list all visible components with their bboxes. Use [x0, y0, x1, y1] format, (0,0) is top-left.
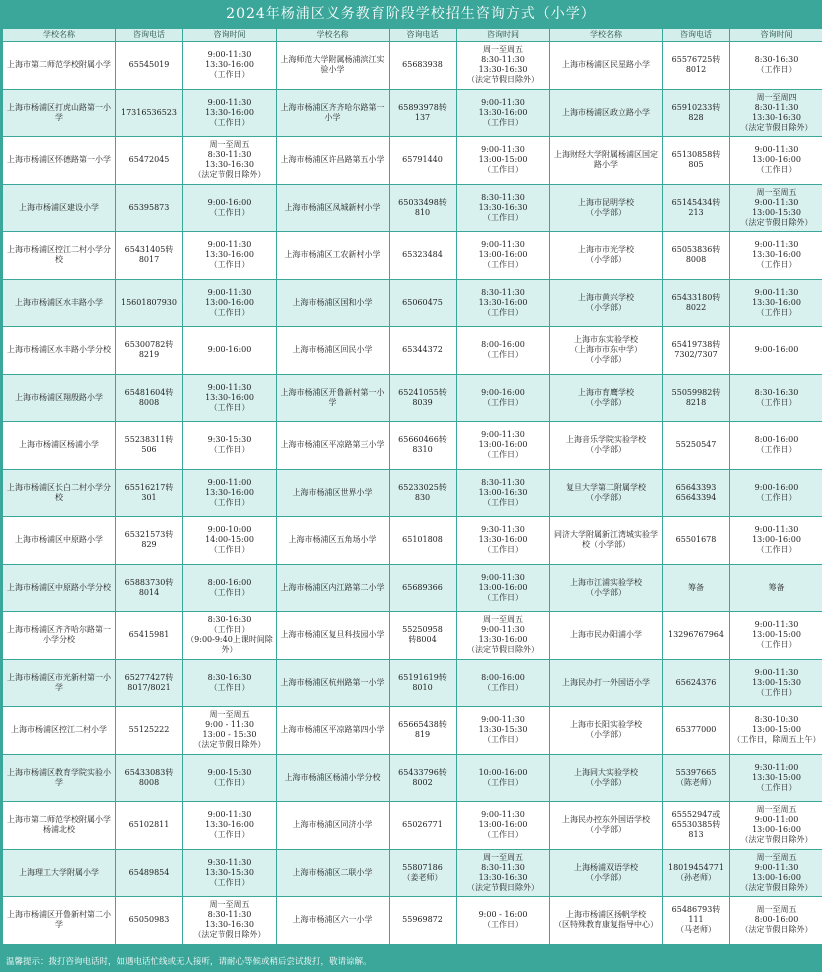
school-name-cell: 上海市杨浦区平凉路第三小学 — [276, 422, 389, 470]
header-phone: 咨询电话 — [389, 29, 456, 42]
time-cell: 9:00-11:30 13:00-16:00 （工作日） — [456, 232, 550, 280]
time-cell: 9:00-11:30 13:00-16:00 （工作日） — [456, 422, 550, 470]
header-phone: 咨询电话 — [116, 29, 183, 42]
phone-cell: 65516217转301 — [116, 469, 183, 517]
table-row — [550, 897, 822, 945]
table-row — [276, 279, 550, 327]
table-row — [276, 897, 550, 945]
table-row — [550, 232, 822, 280]
table-row — [276, 659, 550, 707]
table-body — [550, 42, 822, 945]
table-row — [3, 849, 277, 897]
phone-cell: 65545019 — [116, 42, 183, 90]
time-cell: 8:30-16:30 （工作日） — [183, 659, 277, 707]
time-cell: 9:00-11:30 13:30-16:00 （工作日） — [730, 279, 822, 327]
phone-cell: 65145434转213 — [663, 184, 730, 232]
table-column-2 — [276, 28, 547, 945]
time-cell: 9:30-15:30 （工作日） — [183, 422, 277, 470]
phone-cell: 55059982转8218 — [663, 374, 730, 422]
school-name-cell: 上海市杨浦区打虎山路第一小学 — [3, 89, 116, 137]
school-name-cell: 上海市杨浦区凤城新村小学 — [276, 184, 389, 232]
table-row — [276, 327, 550, 375]
school-table-2 — [276, 28, 551, 945]
phone-cell: 65893978转137 — [389, 89, 456, 137]
time-cell: 8:30-16:30 （工作日） — [730, 374, 822, 422]
time-cell: 周一至周五 9:00-11:30 13:30-16:00 （法定节假日除外） — [456, 612, 550, 660]
school-name-cell: 上海市杨浦区翔殷路小学 — [3, 374, 116, 422]
table-row — [276, 232, 550, 280]
phone-cell: 65791440 — [389, 137, 456, 185]
school-name-cell: 上海市杨浦区杨浦小学分校 — [276, 754, 389, 802]
phone-cell: 65415981 — [116, 612, 183, 660]
table-row — [276, 89, 550, 137]
table-row — [276, 612, 550, 660]
table-row — [550, 469, 822, 517]
table-row — [550, 754, 822, 802]
table-row — [3, 469, 277, 517]
time-cell: 周一至周五 9:00-11:30 13:00-16:00 （法定节假日除外） — [730, 849, 822, 897]
school-name-cell: 上海市育鹰学校 （小学部） — [550, 374, 663, 422]
table-row — [276, 754, 550, 802]
school-name-cell: 上海市杨浦区开鲁新村第二小学 — [3, 897, 116, 945]
time-cell: 9:00-11:30 13:00-15:00 （工作日） — [730, 612, 822, 660]
table-row — [550, 374, 822, 422]
time-cell: 周一至周五 9:00 - 11:30 13:00 - 15:30 （法定节假日除外） — [183, 707, 277, 755]
school-name-cell: 上海理工大学附属小学 — [3, 849, 116, 897]
phone-cell: 65689366 — [389, 564, 456, 612]
phone-cell: 65643393 65643394 — [663, 469, 730, 517]
phone-cell: 65486793转111 （马老师） — [663, 897, 730, 945]
phone-cell: 65130858转805 — [663, 137, 730, 185]
header-time: 咨询时间 — [183, 29, 277, 42]
school-name-cell: 上海市杨浦区怀德路第一小学 — [3, 137, 116, 185]
time-cell: 周一至周五 8:30-11:30 13:30-16:30 （法定节假日除外） — [183, 137, 277, 185]
time-cell: 9:00-11:30 13:00-16:00 （工作日） — [456, 564, 550, 612]
time-cell: 9:00-11:30 13:30-15:30 （工作日） — [456, 707, 550, 755]
time-cell: 9:00 - 16:00 （工作日） — [456, 897, 550, 945]
tables-grid — [2, 28, 820, 945]
school-name-cell: 上海市杨浦区齐齐哈尔路第一小学分校 — [3, 612, 116, 660]
time-cell: 9:00-11:30 13:30-16:00 （工作日） — [183, 374, 277, 422]
school-name-cell: 复旦大学第二附属学校 （小学部） — [550, 469, 663, 517]
time-cell: 8:30-16:30 （工作日） （9:00-9:40上课时间除外） — [183, 612, 277, 660]
school-name-cell: 上海市杨浦区工农新村小学 — [276, 232, 389, 280]
phone-cell: 65191619转8010 — [389, 659, 456, 707]
time-cell: 周一至周五 8:30-11:30 13:30-16:30 （法定节假日除外） — [456, 42, 550, 90]
phone-cell: 55397665 （陈老师） — [663, 754, 730, 802]
school-name-cell: 上海同大实验学校 （小学部） — [550, 754, 663, 802]
school-name-cell: 上海市杨浦区控江二村小学 — [3, 707, 116, 755]
time-cell: 9:00-11:30 13:30-16:00 （工作日） — [730, 232, 822, 280]
phone-cell: 65050983 — [116, 897, 183, 945]
time-cell: 9:00-16:00 — [183, 327, 277, 375]
table-row — [550, 612, 822, 660]
table-row — [276, 517, 550, 565]
table-row — [550, 564, 822, 612]
phone-cell: 65053836转8008 — [663, 232, 730, 280]
school-name-cell: 上海市民办阳浦小学 — [550, 612, 663, 660]
time-cell: 周一至周五 8:00-16:00 （法定节假日除外） — [730, 897, 822, 945]
time-cell: 8:00-16:00 （工作日） — [456, 659, 550, 707]
table-row — [3, 802, 277, 850]
school-name-cell: 上海市杨浦区五角场小学 — [276, 517, 389, 565]
time-cell: 9:00-11:30 13:30-16:00 （工作日） — [183, 232, 277, 280]
time-cell: 8:00-16:00 （工作日） — [456, 327, 550, 375]
table-body — [276, 42, 550, 945]
table-row — [550, 517, 822, 565]
phone-cell: 55250958 转8004 — [389, 612, 456, 660]
school-name-cell: 上海市杨浦区中原路小学分校 — [3, 564, 116, 612]
school-table-3 — [549, 28, 822, 945]
time-cell: 9:00-11:30 13:30-16:00 （工作日） — [456, 89, 550, 137]
phone-cell: 65433796转8002 — [389, 754, 456, 802]
school-name-cell: 上海市杨浦区扬帆学校 （区特殊教育康复指导中心） — [550, 897, 663, 945]
phone-cell: 65501678 — [663, 517, 730, 565]
table-header-row — [3, 29, 277, 42]
table-row — [3, 897, 277, 945]
table-header-row — [276, 29, 550, 42]
phone-cell: 65101808 — [389, 517, 456, 565]
phone-cell: 55125222 — [116, 707, 183, 755]
phone-cell: 55250547 — [663, 422, 730, 470]
phone-cell: 65033498转810 — [389, 184, 456, 232]
table-row — [3, 279, 277, 327]
time-cell: 8:30-11:30 13:30-16:30 （工作日） — [456, 184, 550, 232]
school-name-cell: 上海市杨浦区开鲁新村第一小学 — [276, 374, 389, 422]
time-cell: 9:00-11:00 13:30-16:00 （工作日） — [183, 469, 277, 517]
phone-cell: 65344372 — [389, 327, 456, 375]
school-name-cell: 上海音乐学院实验学校 （小学部） — [550, 422, 663, 470]
header-time: 咨询时间 — [730, 29, 822, 42]
school-name-cell: 上海市江浦实验学校 （小学部） — [550, 564, 663, 612]
table-row — [276, 184, 550, 232]
table-row — [276, 374, 550, 422]
school-name-cell: 上海市杨浦区水丰路小学分校 — [3, 327, 116, 375]
time-cell: 9:00-11:30 13:00-16:00 （工作日） — [730, 137, 822, 185]
table-row — [550, 42, 822, 90]
phone-cell: 65026771 — [389, 802, 456, 850]
table-row — [276, 42, 550, 90]
time-cell: 周一至周五 9:00-11:30 13:00-15:30 （法定节假日除外） — [730, 184, 822, 232]
table-row — [276, 469, 550, 517]
time-cell: 9:30-11:30 13:30-16:00 （工作日） — [456, 517, 550, 565]
phone-cell: 65060475 — [389, 279, 456, 327]
time-cell: 9:00-16:00 （工作日） — [183, 184, 277, 232]
phone-cell: 55238311转506 — [116, 422, 183, 470]
time-cell: 周一至周五 9:00-11:00 13:00-16:00 （法定节假日除外） — [730, 802, 822, 850]
school-name-cell: 上海市杨浦区同济小学 — [276, 802, 389, 850]
phone-cell: 筹备 — [663, 564, 730, 612]
school-name-cell: 上海市杨浦区许昌路第五小学 — [276, 137, 389, 185]
school-name-cell: 上海市杨浦区中原路小学 — [3, 517, 116, 565]
time-cell: 9:00-11:30 13:00-16:00 （工作日） — [456, 802, 550, 850]
phone-cell: 65395873 — [116, 184, 183, 232]
time-cell: 筹备 — [730, 564, 822, 612]
table-row — [550, 279, 822, 327]
time-cell: 9:30-11:00 13:30-15:00 （工作日） — [730, 754, 822, 802]
school-name-cell: 上海财经大学附属杨浦区国定路小学 — [550, 137, 663, 185]
table-header-row — [550, 29, 822, 42]
phone-cell: 65300782转8219 — [116, 327, 183, 375]
table-row — [3, 137, 277, 185]
table-row — [276, 802, 550, 850]
school-name-cell: 上海市杨浦区水丰路小学 — [3, 279, 116, 327]
table-row — [3, 564, 277, 612]
school-name-cell: 上海市杨浦区复旦科技园小学 — [276, 612, 389, 660]
phone-cell: 65472045 — [116, 137, 183, 185]
phone-cell: 65683938 — [389, 42, 456, 90]
table-row — [3, 89, 277, 137]
time-cell: 9:00-11:30 13:00-16:00 （工作日） — [730, 517, 822, 565]
school-name-cell: 上海民办控东外国语学校 （小学部） — [550, 802, 663, 850]
school-name-cell: 上海市东实验学校 （上海市市东中学） （小学部） — [550, 327, 663, 375]
school-name-cell: 上海市市光学校 （小学部） — [550, 232, 663, 280]
table-row — [550, 802, 822, 850]
time-cell: 周一至周四 8:30-11:30 13:30-16:30 （法定节假日除外） — [730, 89, 822, 137]
time-cell: 周一至周五 8:30-11:30 13:30-16:30 （法定节假日除外） — [456, 849, 550, 897]
table-row — [276, 849, 550, 897]
table-body — [3, 42, 277, 945]
table-row — [550, 327, 822, 375]
phone-cell: 65433083转8008 — [116, 754, 183, 802]
school-name-cell: 上海市杨浦区内江路第二小学 — [276, 564, 389, 612]
phone-cell: 18019454771 （孙老师） — [663, 849, 730, 897]
school-name-cell: 上海市杨浦区回民小学 — [276, 327, 389, 375]
time-cell: 9:00-16:00 — [730, 327, 822, 375]
time-cell: 8:00-16:00 （工作日） — [730, 422, 822, 470]
school-name-cell: 上海市杨浦区杨浦小学 — [3, 422, 116, 470]
phone-cell: 65102811 — [116, 802, 183, 850]
school-name-cell: 上海市杨浦区杭州路第一小学 — [276, 659, 389, 707]
table-row — [550, 137, 822, 185]
phone-cell: 55807186 （姜老师） — [389, 849, 456, 897]
table-row — [3, 374, 277, 422]
phone-cell: 65419738转 7302/7307 — [663, 327, 730, 375]
phone-cell: 65624376 — [663, 659, 730, 707]
phone-cell: 65552947或 65530385转813 — [663, 802, 730, 850]
time-cell: 8:30-10:30 13:00-15:00 （工作日，除周五上午） — [730, 707, 822, 755]
table-row — [550, 89, 822, 137]
time-cell: 9:00-11:30 13:30-16:00 （工作日） — [183, 42, 277, 90]
time-cell: 9:00-15:30 （工作日） — [183, 754, 277, 802]
table-row — [3, 659, 277, 707]
table-row — [276, 707, 550, 755]
phone-cell: 65377000 — [663, 707, 730, 755]
time-cell: 9:00-11:30 13:30-16:00 （工作日） — [183, 89, 277, 137]
table-row — [550, 422, 822, 470]
phone-cell: 65233025转830 — [389, 469, 456, 517]
header-school-name: 学校名称 — [550, 29, 663, 42]
table-column-3 — [549, 28, 820, 945]
school-name-cell: 上海市第二师范学校附属小学 — [3, 42, 116, 90]
phone-cell: 65323484 — [389, 232, 456, 280]
phone-cell: 65660466转8310 — [389, 422, 456, 470]
table-row — [3, 232, 277, 280]
phone-cell: 65277427转8017/8021 — [116, 659, 183, 707]
footer-note: 温馨提示：拨打咨询电话时，如遇电话忙线或无人接听，请耐心等候或稍后尝试拨打，敬请谅解。 — [6, 957, 372, 967]
time-cell: 9:00-16:00 （工作日） — [730, 469, 822, 517]
phone-cell: 17316536523 — [116, 89, 183, 137]
page-title: 2024年杨浦区义务教育阶段学校招生咨询方式（小学） — [226, 6, 596, 22]
school-name-cell: 上海市黄兴学校 （小学部） — [550, 279, 663, 327]
school-name-cell: 上海市昆明学校 （小学部） — [550, 184, 663, 232]
table-row — [3, 707, 277, 755]
phone-cell: 65576725转8012 — [663, 42, 730, 90]
school-name-cell: 上海市杨浦区建设小学 — [3, 184, 116, 232]
school-name-cell: 上海市杨浦区教育学院实验小学 — [3, 754, 116, 802]
table-row — [3, 42, 277, 90]
school-name-cell: 上海市杨浦区控江二村小学分校 — [3, 232, 116, 280]
table-row — [276, 137, 550, 185]
phone-cell: 13296767964 — [663, 612, 730, 660]
time-cell: 9:30-11:30 13:30-15:30 （工作日） — [183, 849, 277, 897]
table-row — [3, 184, 277, 232]
time-cell: 9:00-11:30 13:00-16:00 （工作日） — [183, 279, 277, 327]
time-cell: 8:00-16:00 （工作日） — [183, 564, 277, 612]
header-school-name: 学校名称 — [276, 29, 389, 42]
school-name-cell: 上海市杨浦区市光新村第一小学 — [3, 659, 116, 707]
time-cell: 10:00-16:00 （工作日） — [456, 754, 550, 802]
phone-cell: 65241055转8039 — [389, 374, 456, 422]
table-row — [3, 612, 277, 660]
school-name-cell: 上海市杨浦区世界小学 — [276, 469, 389, 517]
table-row — [276, 564, 550, 612]
time-cell: 9:00-11:30 13:00-15:00 （工作日） — [456, 137, 550, 185]
school-name-cell: 上海师范大学附属杨浦滨江实验小学 — [276, 42, 389, 90]
school-name-cell: 上海市杨浦区民星路小学 — [550, 42, 663, 90]
school-name-cell: 上海市杨浦区二联小学 — [276, 849, 389, 897]
table-row — [550, 659, 822, 707]
school-name-cell: 上海市杨浦区国和小学 — [276, 279, 389, 327]
table-row — [550, 849, 822, 897]
time-cell: 8:30-11:30 13:30-16:00 （工作日） — [456, 279, 550, 327]
header-time: 咨询时间 — [456, 29, 550, 42]
school-name-cell: 上海民办打一外国语小学 — [550, 659, 663, 707]
school-name-cell: 上海市杨浦区齐齐哈尔路第一小学 — [276, 89, 389, 137]
time-cell: 周一至周五 8:30-11:30 13:30-16:30 （法定节假日除外） — [183, 897, 277, 945]
table-row — [3, 327, 277, 375]
phone-cell: 65910233转828 — [663, 89, 730, 137]
table-row — [550, 707, 822, 755]
table-row — [3, 754, 277, 802]
time-cell: 9:00-16:00 （工作日） — [456, 374, 550, 422]
school-name-cell: 上海市杨浦区政立路小学 — [550, 89, 663, 137]
time-cell: 8:30-11:30 13:00-16:30 （工作日） — [456, 469, 550, 517]
school-table-1 — [2, 28, 277, 945]
table-row — [3, 517, 277, 565]
school-name-cell: 同济大学附属新江湾城实验学校（小学部） — [550, 517, 663, 565]
school-name-cell: 上海市杨浦区六一小学 — [276, 897, 389, 945]
table-row — [3, 422, 277, 470]
phone-cell: 55969872 — [389, 897, 456, 945]
phone-cell: 65883730转8014 — [116, 564, 183, 612]
header-school-name: 学校名称 — [3, 29, 116, 42]
school-name-cell: 上海市长阳实验学校 （小学部） — [550, 707, 663, 755]
time-cell: 8:30-16:30 （工作日） — [730, 42, 822, 90]
phone-cell: 65481604转8008 — [116, 374, 183, 422]
school-name-cell: 上海市第二师范学校附属小学杨浦北校 — [3, 802, 116, 850]
time-cell: 9:00-11:30 13:30-16:00 （工作日） — [183, 802, 277, 850]
school-name-cell: 上海市杨浦区长白二村小学分校 — [3, 469, 116, 517]
table-row — [276, 422, 550, 470]
phone-cell: 65489854 — [116, 849, 183, 897]
phone-cell: 65431405转8017 — [116, 232, 183, 280]
phone-cell: 15601807930 — [116, 279, 183, 327]
phone-cell: 65321573转829 — [116, 517, 183, 565]
school-name-cell: 上海杨浦双语学校 （小学部） — [550, 849, 663, 897]
table-row — [550, 184, 822, 232]
phone-cell: 65433180转8022 — [663, 279, 730, 327]
table-column-1 — [2, 28, 273, 945]
phone-cell: 65665438转819 — [389, 707, 456, 755]
time-cell: 9:00-11:30 13:00-15:30 （工作日） — [730, 659, 822, 707]
school-name-cell: 上海市杨浦区平凉路第四小学 — [276, 707, 389, 755]
time-cell: 9:00-10:00 14:00-15:00 （工作日） — [183, 517, 277, 565]
header-phone: 咨询电话 — [663, 29, 730, 42]
